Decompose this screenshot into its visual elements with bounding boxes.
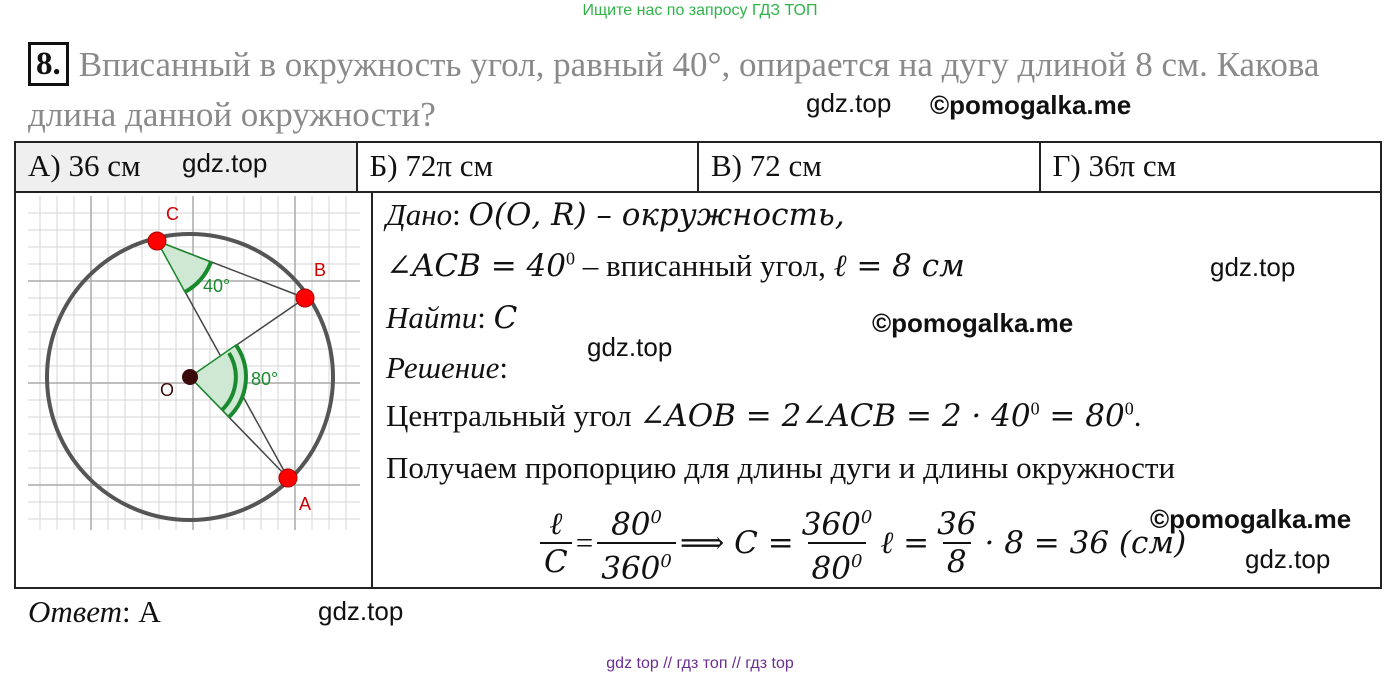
label-b: B <box>314 260 327 280</box>
point-c <box>148 232 166 250</box>
label-c: C <box>166 204 179 224</box>
degree-sup: 0 <box>1124 398 1134 419</box>
degree-sup: 0 <box>650 507 662 528</box>
degree-sup: 0 <box>660 551 672 573</box>
central-math: ∠𝐴𝑂𝐵 = 2∠𝐴𝐶𝐵 = 2 · 40 <box>639 398 1031 434</box>
option-d-label: Г) 36π см <box>1052 148 1177 183</box>
degree-sup: 0 <box>566 248 575 269</box>
watermark-pomogalka: ©pomogalka.me <box>1150 504 1352 534</box>
degree-sup: 0 <box>851 551 863 573</box>
central-math-2: = 80 <box>1039 398 1125 434</box>
watermark-gdz: gdz.top <box>1210 252 1296 282</box>
degree-sup: 0 <box>860 507 873 528</box>
proportion-line: Получаем пропорцию для длины дуги и длины окружности <box>386 450 1176 485</box>
frac-den-value: 360 <box>601 550 661 587</box>
proportion-formula <box>536 500 1186 587</box>
solution-label: Решение <box>386 350 500 385</box>
given-arc-length: ℓ = 8 см <box>833 248 965 284</box>
frac-num-value: 360 <box>801 506 861 543</box>
ell-equals: ℓ = <box>880 525 930 562</box>
watermark-pomogalka: ©pomogalka.me <box>872 308 1074 338</box>
option-d[interactable] <box>1041 143 1381 191</box>
frac-num-value: 80 <box>611 506 651 543</box>
watermark-gdz: gdz.top <box>587 332 673 362</box>
frac-den <box>808 542 867 586</box>
label-a: A <box>299 494 312 514</box>
answer-value: А <box>138 594 161 629</box>
label-angle-80: 80° <box>251 369 279 389</box>
footer-links[interactable]: gdz top // гдз топ // гдз top <box>606 655 794 672</box>
solution-label-line: Решение: <box>386 350 508 385</box>
point-a <box>279 469 297 487</box>
point-o <box>182 369 198 385</box>
frac-num <box>607 500 666 542</box>
problem-statement <box>28 40 1378 140</box>
option-b-label: Б) 72π см <box>369 148 494 183</box>
option-b[interactable] <box>358 143 700 191</box>
central-text: Центральный угол <box>386 398 640 433</box>
watermark-gdz: gdz.top <box>182 148 268 178</box>
frac-num: 36 <box>937 506 977 543</box>
grid <box>28 196 360 530</box>
option-a-label: А) 36 см <box>28 148 141 183</box>
watermark-gdz: gdz.top <box>806 88 892 118</box>
answer-label: Ответ <box>28 594 122 629</box>
given-angle: ∠𝐴𝐶𝐵 = 40 <box>386 248 566 284</box>
point-b <box>296 289 314 307</box>
fraction-l-over-c <box>540 506 572 580</box>
frac-den-value: 80 <box>811 550 851 587</box>
find-value: 𝐶 <box>493 300 518 336</box>
frac-den: 𝐶 <box>540 542 572 580</box>
frac-num <box>798 500 877 542</box>
implies-c: ⟹ 𝐶 = <box>679 525 794 562</box>
watermark-gdz: gdz.top <box>318 596 404 626</box>
given-circle: 𝑂(𝑂, 𝑅) – окружность, <box>468 197 845 233</box>
geometry-figure <box>28 196 360 530</box>
frac-num: ℓ <box>549 506 563 543</box>
fraction-80-over-360 <box>597 500 676 587</box>
label-o: O <box>160 380 175 400</box>
frac-den: 8 <box>943 542 971 580</box>
answer-line: Ответ: А <box>28 594 161 629</box>
fraction-360-over-80 <box>798 500 877 587</box>
option-c[interactable] <box>699 143 1041 191</box>
problem-number: 8. <box>28 42 69 86</box>
search-banner[interactable]: Ищите нас по запросу ГДЗ ТОП <box>582 2 818 19</box>
fraction-36-over-8 <box>933 506 980 580</box>
central-angle-line: Центральный угол ∠𝐴𝑂𝐵 = 2∠𝐴𝐶𝐵 = $2 \cdot 40^0 = 80^0$. <box>386 398 1142 434</box>
given-angle-text: – вписанный угол, <box>575 248 834 283</box>
solution-divider <box>371 191 373 587</box>
given-line-1: Дано: 𝑂(𝑂, 𝑅) – окружность, <box>386 197 845 233</box>
given-label: Дано <box>386 197 453 232</box>
watermark-gdz: gdz.top <box>1245 544 1331 574</box>
result: · 8 = 36 (см) <box>984 525 1187 562</box>
option-c-label: В) 72 см <box>711 148 822 183</box>
label-angle-40: 40° <box>203 276 231 296</box>
given-line-2 <box>386 248 965 284</box>
degree-sup: 0 <box>1030 398 1040 419</box>
find-label: Найти <box>386 300 478 335</box>
frac-den <box>597 542 676 586</box>
equals-sign: = <box>575 525 594 561</box>
watermark-pomogalka: ©pomogalka.me <box>930 90 1132 120</box>
problem-text: Вписанный в окружность угол, равный 40°, опирается на дугу длиной 8 см. Какова длина данной окружности? <box>28 45 1320 134</box>
find-line: Найти: 𝐶 <box>386 300 518 336</box>
